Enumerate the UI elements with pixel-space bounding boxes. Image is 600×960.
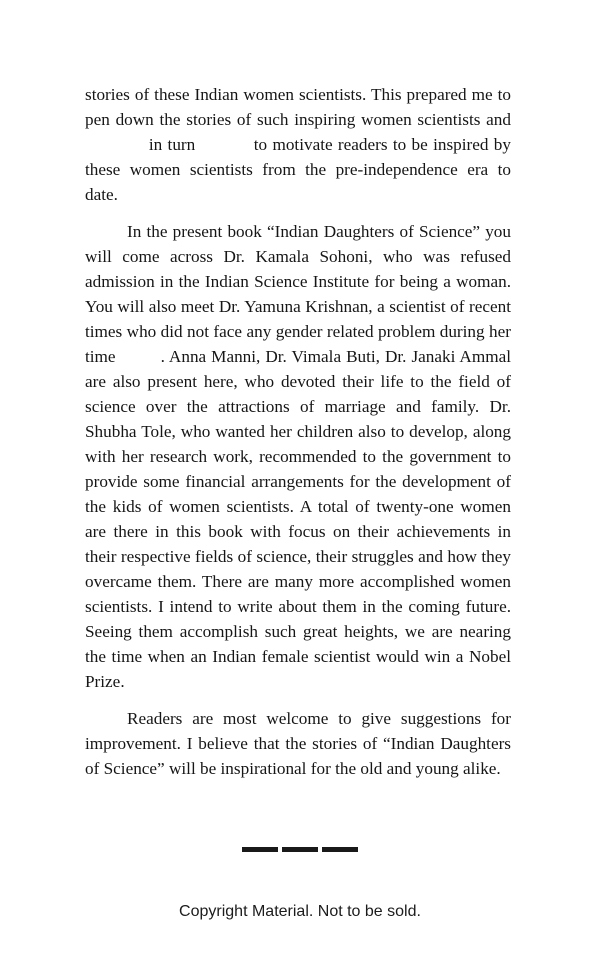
- page-body: [85, 82, 511, 793]
- divider-dash-icon: [242, 847, 278, 852]
- section-divider: [0, 847, 600, 852]
- paragraph-continuation: stories of these Indian women scientists. This prepared me to pen down the stories of such inspiring women scientists and in turn to motivate readers to be inspired by these women scientists from the pre-independence era to date.: [85, 85, 511, 204]
- divider-dash-icon: [322, 847, 358, 852]
- paragraph-book-overview: In the present book “Indian Daughters of Science” you will come across Dr. Kamala Sohoni, who was refused admission in the Indian Science Institute for being a woman. You will also meet Dr. Yamuna Krishnan, a scientist of recent times who did not face any gender related problem during her time . Anna Manni, Dr. Vimala Buti, Dr. Janaki Ammal are also present here, who devoted their life to the field of science over the attractions of marriage and family. Dr. Shubha Tole, who wanted her children also to develop, along with her research work, recommended to the government to provide some financial arrangements for the development of the kids of women scientists. A total of twenty-one women are there in this book with focus on their achievements in their respective fields of science, their struggles and how they overcame them. There are many more accomplished women scientists. I intend to write about them in the coming future. Seeing them accomplish such great heights, we are nearing the time when an Indian female scientist would win a Nobel Prize.: [85, 222, 511, 691]
- copyright-notice: Copyright Material. Not to be sold.: [179, 903, 421, 920]
- paragraph-closing-remarks: Readers are most welcome to give suggestions for improvement. I believe that the stories of “Indian Daughters of Science” will be inspirational for the old and young alike.: [85, 709, 511, 778]
- divider-dash-icon: [282, 847, 318, 852]
